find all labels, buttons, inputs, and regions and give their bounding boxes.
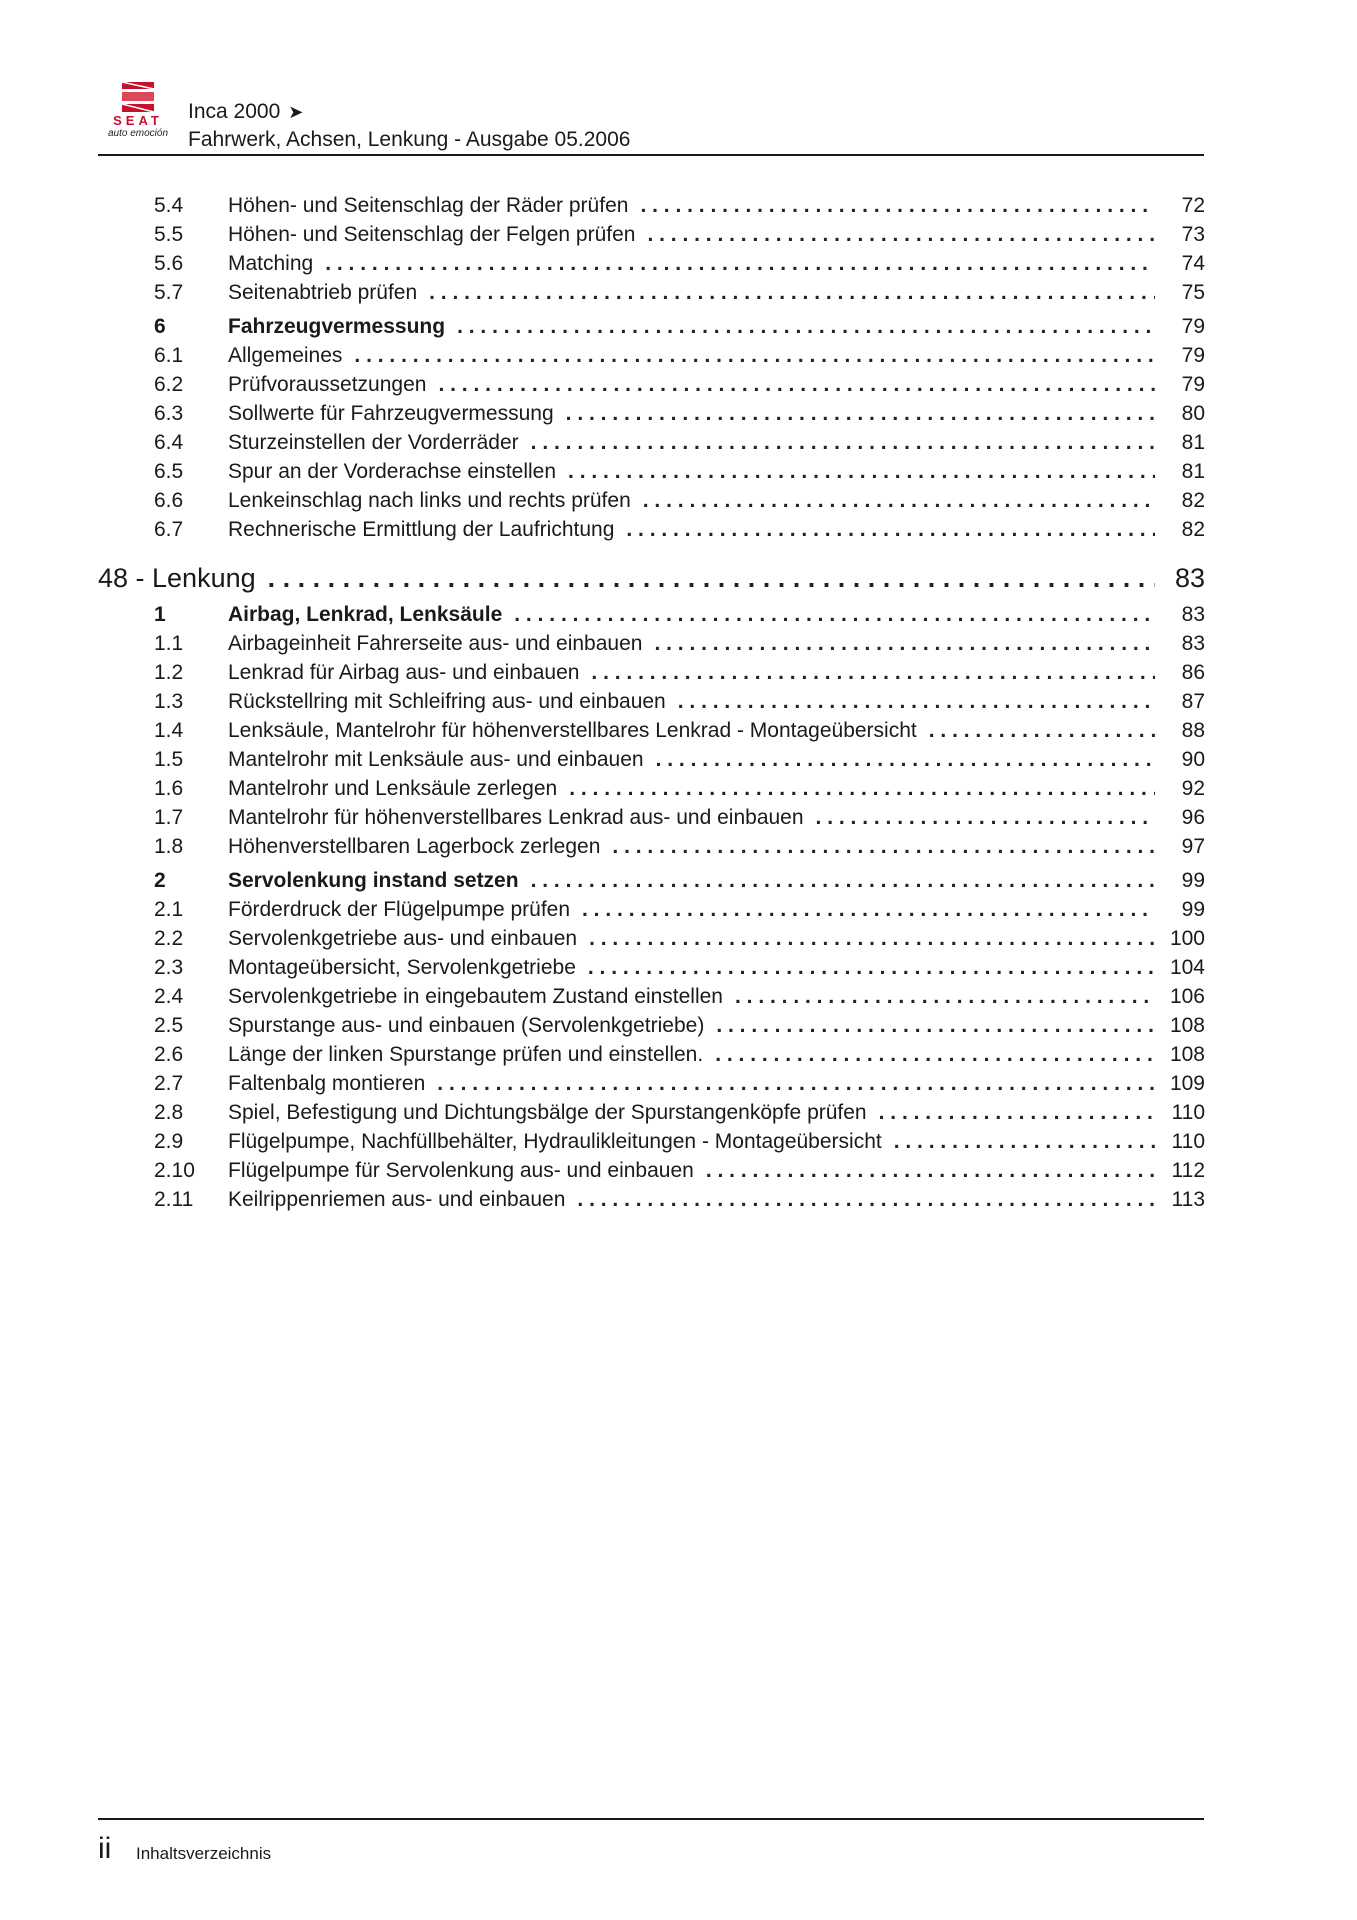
toc-page-number: 75 (1155, 279, 1205, 307)
toc-entry-number: 1.4 (154, 719, 184, 742)
toc-entry[interactable] (0, 221, 1357, 249)
toc-leader-line (228, 983, 1205, 1011)
toc-entry-title: Faltenbalg montieren (228, 1072, 426, 1095)
toc-entry-title: Servolenkgetriebe aus- und einbauen (228, 927, 578, 950)
toc-leader-line (228, 1186, 1205, 1214)
toc-entry[interactable] (0, 371, 1357, 399)
toc-entry-number: 2 (154, 869, 166, 892)
toc-leader-line (228, 896, 1205, 924)
toc-entry[interactable] (0, 429, 1357, 457)
toc-entry-number: 1.3 (154, 690, 184, 713)
dot-leader (531, 429, 1205, 457)
dot-leader (626, 516, 1205, 544)
toc-entry-title: Rechnerische Ermittlung der Laufrichtung (228, 518, 615, 541)
toc-leader-line (228, 400, 1205, 428)
toc-entry[interactable] (0, 688, 1357, 716)
toc-entry[interactable] (0, 775, 1357, 803)
dot-leader (612, 833, 1205, 861)
toc-page-number: 73 (1155, 221, 1205, 249)
toc-entry-number: 2.4 (154, 985, 184, 1008)
toc-leader-line (228, 487, 1205, 515)
toc-leader-line (228, 516, 1205, 544)
toc-leader-line (228, 717, 1205, 745)
toc-entry[interactable] (0, 342, 1357, 370)
toc-entry-title: Sollwerte für Fahrzeugvermessung (228, 402, 554, 425)
dot-leader (716, 1012, 1205, 1040)
dot-leader (643, 487, 1205, 515)
toc-entry-title: Höhenverstellbaren Lagerbock zerlegen (228, 835, 601, 858)
toc-leader-line (228, 804, 1205, 832)
toc-entry-title: Förderdruck der Flügelpumpe prüfen (228, 898, 571, 921)
toc-entry[interactable] (0, 983, 1357, 1011)
dot-leader (640, 192, 1205, 220)
toc-entry-title: Airbag, Lenkrad, Lenksäule (228, 603, 503, 626)
toc-leader-line (228, 775, 1205, 803)
chapter-heading[interactable] (0, 558, 1357, 598)
logo-brand: SEAT (113, 113, 163, 128)
toc-entry[interactable] (0, 1128, 1357, 1156)
toc-entry-title: Länge der linken Spurstange prüfen und einstellen. (228, 1043, 704, 1066)
toc-page-number: 104 (1155, 954, 1205, 982)
toc-entry[interactable] (0, 804, 1357, 832)
toc-entry[interactable] (0, 1157, 1357, 1185)
toc-entry-number: 1.5 (154, 748, 184, 771)
toc-leader-line (228, 429, 1205, 457)
toc-entry[interactable] (0, 659, 1357, 687)
toc-entry-number: 6.2 (154, 373, 184, 396)
toc-section-heading[interactable] (0, 601, 1357, 629)
toc-entry[interactable] (0, 516, 1357, 544)
toc-entry-title: Spurstange aus- und einbauen (Servolenkgetriebe) (228, 1014, 705, 1037)
toc-entry-title: Keilrippenriemen aus- und einbauen (228, 1188, 566, 1211)
toc-leader-line (228, 1099, 1205, 1127)
header-divider (98, 154, 1204, 156)
toc-leader-line (228, 1041, 1205, 1069)
toc-entry-number: 6.1 (154, 344, 184, 367)
toc-page-number: 110 (1155, 1099, 1205, 1127)
toc-page-number: 72 (1155, 192, 1205, 220)
toc-entry-number: 1.2 (154, 661, 184, 684)
toc-page-number: 82 (1155, 516, 1205, 544)
toc-page-number: 108 (1155, 1012, 1205, 1040)
toc-entry-title: Sturzeinstellen der Vorderräder (228, 431, 519, 454)
toc-page-number: 90 (1155, 746, 1205, 774)
toc-leader-line (228, 746, 1205, 774)
dot-leader (678, 688, 1205, 716)
toc-entry[interactable] (0, 833, 1357, 861)
document-subtitle: Fahrwerk, Achsen, Lenkung - Ausgabe 05.2006 (188, 128, 631, 151)
toc-page-number: 92 (1155, 775, 1205, 803)
toc-entry-number: 6.6 (154, 489, 184, 512)
toc-entry[interactable] (0, 250, 1357, 278)
dot-leader (457, 313, 1205, 341)
toc-entry-title: Montageübersicht, Servolenkgetriebe (228, 956, 576, 979)
toc-entry-title: Servolenkung instand setzen (228, 869, 519, 892)
toc-page-number: 112 (1155, 1157, 1205, 1185)
toc-leader-line (228, 279, 1205, 307)
toc-entry-number: 5.4 (154, 194, 184, 217)
dot-leader (582, 896, 1205, 924)
toc-entry-title: Lenkrad für Airbag aus- und einbauen (228, 661, 580, 684)
toc-page-number: 79 (1155, 371, 1205, 399)
toc-leader-line (228, 371, 1205, 399)
toc-page-number: 81 (1155, 458, 1205, 486)
dot-leader (589, 925, 1205, 953)
toc-entry-number: 5.5 (154, 223, 184, 246)
toc-page-number: 113 (1155, 1186, 1205, 1214)
toc-entry-number: 1.7 (154, 806, 184, 829)
toc-leader-line (228, 1157, 1205, 1185)
toc-page-number: 87 (1155, 688, 1205, 716)
toc-leader-line (228, 630, 1205, 658)
seat-logo (98, 80, 178, 140)
toc-entry[interactable] (0, 279, 1357, 307)
page-number: ii (98, 1832, 112, 1865)
dot-leader (577, 1186, 1205, 1214)
toc-entry[interactable] (0, 1099, 1357, 1127)
dot-leader (816, 804, 1205, 832)
toc-page-number: 96 (1155, 804, 1205, 832)
toc-entry-number: 2.11 (154, 1188, 194, 1211)
dot-leader (656, 746, 1205, 774)
toc-entry-number: 2.7 (154, 1072, 184, 1095)
toc-entry-title: Höhen- und Seitenschlag der Räder prüfen (228, 194, 629, 217)
toc-entry-number: 6 (154, 315, 166, 338)
toc-entry[interactable] (0, 954, 1357, 982)
toc-leader-line (228, 659, 1205, 687)
toc-entry-title: Prüfvoraussetzungen (228, 373, 427, 396)
toc-entry-title: Spiel, Befestigung und Dichtungsbälge der Spurstangenköpfe prüfen (228, 1101, 867, 1124)
toc-page-number: 109 (1155, 1070, 1205, 1098)
dot-leader (588, 954, 1205, 982)
toc-page-number: 83 (1155, 558, 1205, 598)
toc-page-number: 83 (1155, 630, 1205, 658)
toc-leader-line (228, 601, 1205, 629)
toc-entry-number: 1 (154, 603, 166, 626)
toc-entry[interactable] (0, 1186, 1357, 1214)
toc-entry-title: Spur an der Vorderachse einstellen (228, 460, 557, 483)
toc-leader-line (228, 313, 1205, 341)
toc-section-heading[interactable] (0, 867, 1357, 895)
toc-entry[interactable] (0, 630, 1357, 658)
toc-leader-line (228, 1012, 1205, 1040)
toc-page-number: 99 (1155, 867, 1205, 895)
toc-entry-number: 6.7 (154, 518, 184, 541)
toc-entry[interactable] (0, 458, 1357, 486)
toc-page-number: 106 (1155, 983, 1205, 1011)
toc-page-number: 79 (1155, 313, 1205, 341)
dot-leader (531, 867, 1205, 895)
toc-entry-number: 2.5 (154, 1014, 184, 1037)
toc-page-number: 99 (1155, 896, 1205, 924)
toc-entry-title: Lenksäule, Mantelrohr für höhenverstellbares Lenkrad - Montageübersicht (228, 719, 917, 742)
toc-entry-title: Flügelpumpe für Servolenkung aus- und einbauen (228, 1159, 694, 1182)
toc-page-number: 74 (1155, 250, 1205, 278)
toc-page-number: 79 (1155, 342, 1205, 370)
toc-entry-number: 2.9 (154, 1130, 184, 1153)
toc-entry-title: Flügelpumpe, Nachfüllbehälter, Hydraulikleitungen - Montageübersicht (228, 1130, 882, 1153)
toc-entry-number: 6.4 (154, 431, 184, 454)
toc-leader-line (228, 250, 1205, 278)
toc-entry-number: 2.8 (154, 1101, 184, 1124)
toc-entry-title: Allgemeines (228, 344, 343, 367)
toc-entry-number: 1.6 (154, 777, 184, 800)
toc-entry-number: 2.2 (154, 927, 184, 950)
toc-entry-number: 2.10 (154, 1159, 195, 1182)
dot-leader (268, 558, 1205, 598)
dot-leader (354, 342, 1205, 370)
toc-entry[interactable] (0, 746, 1357, 774)
footer-divider (98, 1818, 1204, 1820)
toc-entry-title: Fahrzeugvermessung (228, 315, 446, 338)
toc-entry[interactable] (0, 896, 1357, 924)
toc-page-number: 83 (1155, 601, 1205, 629)
toc-entry-number: 2.1 (154, 898, 184, 921)
toc-leader-line (228, 1128, 1205, 1156)
toc-page-number: 97 (1155, 833, 1205, 861)
dot-leader (647, 221, 1205, 249)
dot-leader (591, 659, 1205, 687)
toc-entry[interactable] (0, 1070, 1357, 1098)
toc-page-number: 108 (1155, 1041, 1205, 1069)
toc-entry-title: Lenkeinschlag nach links und rechts prüfen (228, 489, 631, 512)
toc-entry[interactable] (0, 487, 1357, 515)
toc-entry-number: 1.8 (154, 835, 184, 858)
logo-tagline: auto emoción (107, 128, 169, 139)
toc-page-number: 88 (1155, 717, 1205, 745)
toc-entry-title: Seitenabtrieb prüfen (228, 281, 418, 304)
toc-entry[interactable] (0, 1041, 1357, 1069)
toc-entry-number: 5.7 (154, 281, 184, 304)
toc-entry-title: Mantelrohr mit Lenksäule aus- und einbauen (228, 748, 644, 771)
toc-leader-line (228, 925, 1205, 953)
toc-entry-title: Mantelrohr und Lenksäule zerlegen (228, 777, 558, 800)
dot-leader (437, 1070, 1205, 1098)
dot-leader (569, 775, 1205, 803)
footer-section: Inhaltsverzeichnis (136, 1844, 272, 1863)
toc-entry-title: Höhen- und Seitenschlag der Felgen prüfen (228, 223, 636, 246)
toc-page-number: 100 (1155, 925, 1205, 953)
toc-entry-number: 5.6 (154, 252, 184, 275)
toc-leader-line (228, 221, 1205, 249)
dot-leader (566, 400, 1205, 428)
dot-leader (429, 279, 1205, 307)
toc-entry[interactable] (0, 400, 1357, 428)
toc-entry-number: 6.5 (154, 460, 184, 483)
dot-leader (568, 458, 1205, 486)
toc-page-number: 82 (1155, 487, 1205, 515)
toc-leader-line (228, 954, 1205, 982)
dot-leader (514, 601, 1205, 629)
toc-entry[interactable] (0, 192, 1357, 220)
toc-leader-line (98, 558, 1205, 598)
toc-entry-number: 1.1 (154, 632, 184, 655)
toc-entry-title: Matching (228, 252, 314, 275)
dot-leader (715, 1041, 1205, 1069)
dot-leader (706, 1157, 1205, 1185)
toc-entry[interactable] (0, 1012, 1357, 1040)
toc-page-number: 110 (1155, 1128, 1205, 1156)
dot-leader (654, 630, 1205, 658)
toc-entry-number: 2.6 (154, 1043, 184, 1066)
toc-entry-title: Servolenkgetriebe in eingebautem Zustand einstellen (228, 985, 723, 1008)
dot-leader (735, 983, 1205, 1011)
arrow-icon: ➤ (288, 102, 304, 122)
toc-leader-line (228, 458, 1205, 486)
document-title (188, 100, 303, 124)
toc-section-heading[interactable] (0, 313, 1357, 341)
toc-entry-title: Rückstellring mit Schleifring aus- und einbauen (228, 690, 666, 713)
toc-entry-number: 2.3 (154, 956, 184, 979)
toc-page-number: 80 (1155, 400, 1205, 428)
toc-leader-line (228, 1070, 1205, 1098)
dot-leader (325, 250, 1205, 278)
toc-entry-title: Airbageinheit Fahrerseite aus- und einbauen (228, 632, 643, 655)
toc-leader-line (228, 192, 1205, 220)
toc-entry[interactable] (0, 925, 1357, 953)
toc-entry-title: Mantelrohr für höhenverstellbares Lenkrad aus- und einbauen (228, 806, 804, 829)
toc-leader-line (228, 688, 1205, 716)
toc-leader-line (228, 867, 1205, 895)
dot-leader (438, 371, 1205, 399)
toc-entry-number: 6.3 (154, 402, 184, 425)
seat-s-logo-icon (118, 80, 158, 114)
toc-leader-line (228, 833, 1205, 861)
toc-leader-line (228, 342, 1205, 370)
title-text: Inca 2000 (188, 100, 281, 123)
chapter-title: 48 - Lenkung (98, 563, 256, 593)
toc-page-number: 86 (1155, 659, 1205, 687)
toc-entry[interactable] (0, 717, 1357, 745)
toc-page-number: 81 (1155, 429, 1205, 457)
